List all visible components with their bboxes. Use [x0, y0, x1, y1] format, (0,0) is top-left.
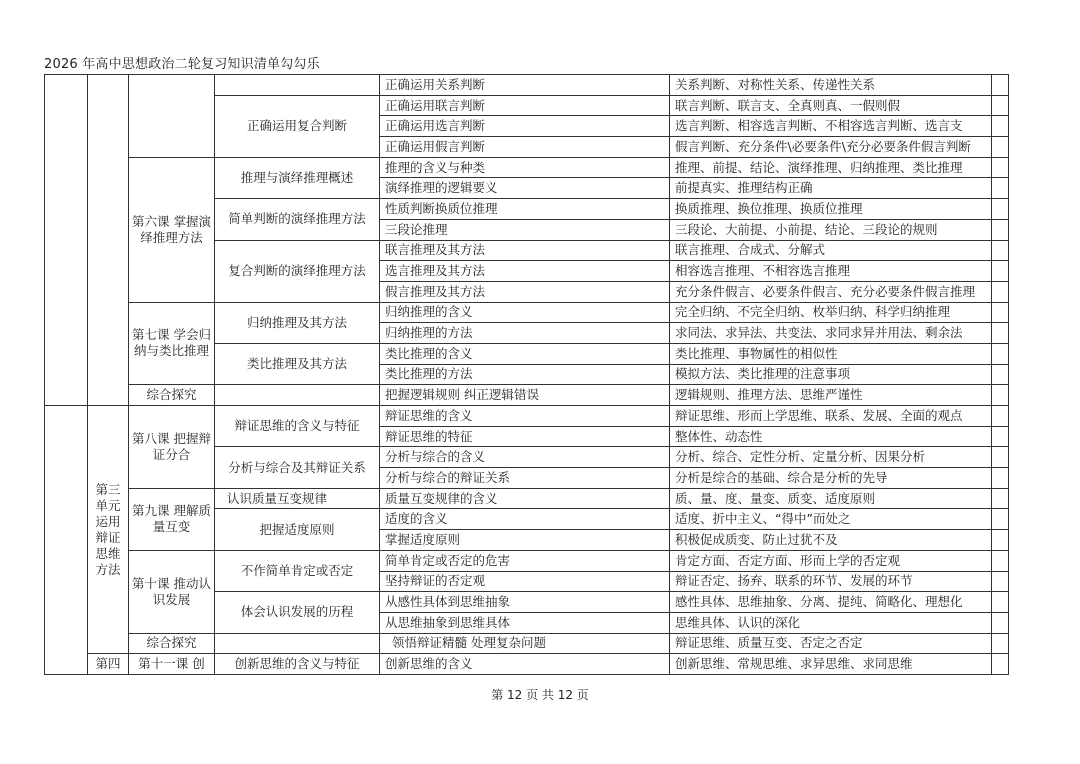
- check-cell[interactable]: [992, 116, 1009, 137]
- topic-cell: 从思维抽象到思维具体: [380, 612, 670, 633]
- check-cell[interactable]: [992, 240, 1009, 261]
- check-cell[interactable]: [992, 364, 1009, 385]
- topic-cell: 从感性具体到思维抽象: [380, 592, 670, 613]
- keywords-cell: 完全归纳、不完全归纳、枚举归纳、科学归纳推理: [670, 302, 992, 323]
- check-cell[interactable]: [992, 219, 1009, 240]
- keywords-cell: 求同法、求异法、共变法、求同求异并用法、剩余法: [670, 323, 992, 344]
- keywords-cell: 联言推理、合成式、分解式: [670, 240, 992, 261]
- keywords-cell: 换质推理、换位推理、换质位推理: [670, 199, 992, 220]
- check-cell[interactable]: [992, 343, 1009, 364]
- keywords-cell: 创新思维、常规思维、求异思维、求同思维: [670, 654, 992, 675]
- check-cell[interactable]: [992, 654, 1009, 675]
- table-row: [45, 633, 1009, 654]
- keywords-cell: 辩证思维、质量互变、否定之否定: [670, 633, 992, 654]
- keywords-cell: 相容选言推理、不相容选言推理: [670, 261, 992, 282]
- table-row: [45, 75, 1009, 96]
- check-cell[interactable]: [992, 178, 1009, 199]
- lesson-cell: 第十课 推动认识发展: [129, 550, 215, 633]
- topic-cell: 辩证思维的含义: [380, 406, 670, 427]
- unit-cell: 第四: [88, 654, 129, 675]
- lesson-cell: 第十一课 创: [129, 654, 215, 675]
- check-cell[interactable]: [992, 323, 1009, 344]
- frame-cell: 不作简单肯定或否定: [215, 550, 380, 591]
- keywords-cell: 三段论、大前提、小前提、结论、三段论的规则: [670, 219, 992, 240]
- table-row: [45, 302, 1009, 323]
- check-cell[interactable]: [992, 447, 1009, 468]
- frame-cell: 创新思维的含义与特征: [215, 654, 380, 675]
- topic-cell: 假言推理及其方法: [380, 281, 670, 302]
- frame-cell: 简单判断的演绎推理方法: [215, 199, 380, 240]
- topic-cell: 分析与综合的含义: [380, 447, 670, 468]
- topic-cell: 推理的含义与种类: [380, 157, 670, 178]
- topic-cell: 类比推理的含义: [380, 343, 670, 364]
- lesson-cell: 综合探究: [129, 633, 215, 654]
- keywords-cell: 感性具体、思维抽象、分离、提纯、简略化、理想化: [670, 592, 992, 613]
- check-cell[interactable]: [992, 406, 1009, 427]
- topic-cell: 正确运用假言判断: [380, 137, 670, 158]
- lesson-cell: 综合探究: [129, 385, 215, 406]
- check-cell[interactable]: [992, 488, 1009, 509]
- topic-cell: 适度的含义: [380, 509, 670, 530]
- topic-cell: 领悟辩证精髓 处理复杂问题: [380, 633, 670, 654]
- frame-cell: 辩证思维的含义与特征: [215, 406, 380, 447]
- column-blank: [45, 406, 88, 675]
- frame-cell: 把握适度原则: [215, 509, 380, 550]
- keywords-cell: 辩证否定、扬弃、联系的环节、发展的环节: [670, 571, 992, 592]
- lesson-cell: 第六课 掌握演绎推理方法: [129, 157, 215, 302]
- unit-cell-blank: [45, 75, 88, 406]
- lesson-cell: 第八课 把握辩证分合: [129, 406, 215, 489]
- check-cell[interactable]: [992, 550, 1009, 571]
- lesson-cell: 第七课 学会归纳与类比推理: [129, 302, 215, 385]
- frame-cell-blank: [215, 633, 380, 654]
- table-row: [45, 157, 1009, 178]
- topic-cell: 归纳推理的方法: [380, 323, 670, 344]
- check-cell[interactable]: [992, 612, 1009, 633]
- check-cell[interactable]: [992, 426, 1009, 447]
- keywords-cell: 适度、折中主义、“得中”而处之: [670, 509, 992, 530]
- check-cell[interactable]: [992, 468, 1009, 489]
- check-cell[interactable]: [992, 509, 1009, 530]
- table-row: [45, 550, 1009, 571]
- keywords-cell: 整体性、动态性: [670, 426, 992, 447]
- frame-cell: 归纳推理及其方法: [215, 302, 380, 343]
- topic-cell: 质量互变规律的含义: [380, 488, 670, 509]
- topic-cell: 正确运用关系判断: [380, 75, 670, 96]
- check-cell[interactable]: [992, 530, 1009, 551]
- table-row: [45, 406, 1009, 427]
- topic-cell: 正确运用联言判断: [380, 95, 670, 116]
- keywords-cell: 积极促成质变、防止过犹不及: [670, 530, 992, 551]
- topic-cell: 联言推理及其方法: [380, 240, 670, 261]
- check-cell[interactable]: [992, 385, 1009, 406]
- unit-cell: 第三单元运用辩证思维方法: [88, 406, 129, 654]
- frame-cell-blank: [215, 75, 380, 96]
- check-cell[interactable]: [992, 302, 1009, 323]
- topic-cell: 简单肯定或否定的危害: [380, 550, 670, 571]
- check-cell[interactable]: [992, 571, 1009, 592]
- table-row: [45, 654, 1009, 675]
- check-cell[interactable]: [992, 199, 1009, 220]
- topic-cell: 选言推理及其方法: [380, 261, 670, 282]
- frame-cell: 认识质量互变规律: [215, 488, 380, 509]
- check-cell[interactable]: [992, 261, 1009, 282]
- keywords-cell: 选言判断、相容选言判断、不相容选言判断、选言支: [670, 116, 992, 137]
- lesson-cell-blank: [129, 75, 215, 158]
- topic-cell: 归纳推理的含义: [380, 302, 670, 323]
- frame-cell: 正确运用复合判断: [215, 95, 380, 157]
- check-cell[interactable]: [992, 137, 1009, 158]
- topic-cell: 创新思维的含义: [380, 654, 670, 675]
- keywords-cell: 联言判断、联言支、全真则真、一假则假: [670, 95, 992, 116]
- keywords-cell: 模拟方法、类比推理的注意事项: [670, 364, 992, 385]
- table-row: [45, 385, 1009, 406]
- unit-cell-blank: [88, 75, 129, 406]
- frame-cell: 推理与演绎推理概述: [215, 157, 380, 198]
- frame-cell: 复合判断的演绎推理方法: [215, 240, 380, 302]
- keywords-cell: 充分条件假言、必要条件假言、充分必要条件假言推理: [670, 281, 992, 302]
- keywords-cell: 类比推理、事物属性的相似性: [670, 343, 992, 364]
- check-cell[interactable]: [992, 157, 1009, 178]
- keywords-cell: 思维具体、认识的深化: [670, 612, 992, 633]
- lesson-cell: 第九课 理解质量互变: [129, 488, 215, 550]
- check-cell[interactable]: [992, 633, 1009, 654]
- topic-cell: 坚持辩证的否定观: [380, 571, 670, 592]
- topic-cell: 辩证思维的特征: [380, 426, 670, 447]
- page-number: 第 12 页 共 12 页: [491, 688, 589, 702]
- keywords-cell: 质、量、度、量变、质变、适度原则: [670, 488, 992, 509]
- knowledge-table: [44, 74, 1004, 674]
- topic-cell: 掌握适度原则: [380, 530, 670, 551]
- check-cell[interactable]: [992, 281, 1009, 302]
- frame-cell: 体会认识发展的历程: [215, 592, 380, 633]
- table-row: [45, 488, 1009, 509]
- frame-cell-blank: [215, 385, 380, 406]
- topic-cell: 类比推理的方法: [380, 364, 670, 385]
- topic-cell: 分析与综合的辩证关系: [380, 468, 670, 489]
- keywords-cell: 前提真实、推理结构正确: [670, 178, 992, 199]
- keywords-cell: 推理、前提、结论、演绎推理、归纳推理、类比推理: [670, 157, 992, 178]
- keywords-cell: 假言判断、充分条件\必要条件\充分必要条件假言判断: [670, 137, 992, 158]
- topic-cell: 把握逻辑规则 纠正逻辑错误: [380, 385, 670, 406]
- keywords-cell: 分析、综合、定性分析、定量分析、因果分析: [670, 447, 992, 468]
- topic-cell: 演绎推理的逻辑要义: [380, 178, 670, 199]
- topic-cell: 正确运用选言判断: [380, 116, 670, 137]
- keywords-cell: 分析是综合的基础、综合是分析的先导: [670, 468, 992, 489]
- keywords-cell: 肯定方面、否定方面、形而上学的否定观: [670, 550, 992, 571]
- check-cell[interactable]: [992, 592, 1009, 613]
- check-cell[interactable]: [992, 95, 1009, 116]
- frame-cell: 分析与综合及其辩证关系: [215, 447, 380, 488]
- keywords-cell: 关系判断、对称性关系、传递性关系: [670, 75, 992, 96]
- document-header: 2026 年高中思想政治二轮复习知识清单勾勾乐: [44, 57, 320, 72]
- keywords-cell: 辩证思维、形而上学思维、联系、发展、全面的观点: [670, 406, 992, 427]
- keywords-cell: 逻辑规则、推理方法、思维严谨性: [670, 385, 992, 406]
- check-cell[interactable]: [992, 75, 1009, 96]
- topic-cell: 三段论推理: [380, 219, 670, 240]
- topic-cell: 性质判断换质位推理: [380, 199, 670, 220]
- frame-cell: 类比推理及其方法: [215, 343, 380, 384]
